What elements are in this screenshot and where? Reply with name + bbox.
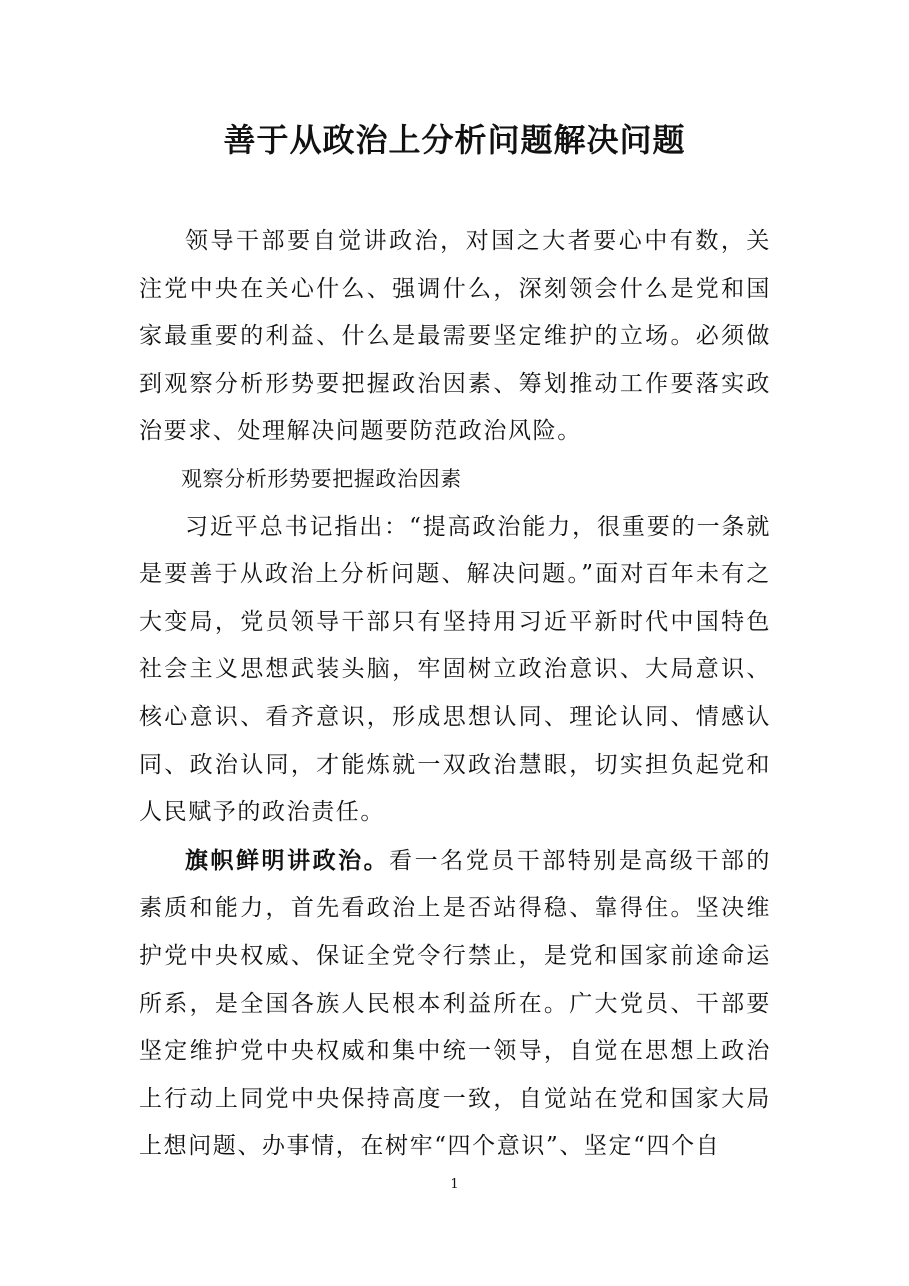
- paragraph-body: 看一名党员干部特别是高级干部的素质和能力，首先看政治上是否站得稳、靠得住。坚决维护党中央权威、保证全党令行禁止，是党和国家前途命运所系，是全国各族人民根本利益所在。广大党员、干部要坚定维护党中央权威和集中统一领导，自觉在思想上政治上行动上同党中央保持高度一致，自觉站在党和国家大局上想问题、办事情，在树牢“四个意识”、坚定“四个自: [139, 847, 772, 1160]
- intro-paragraph: 领导干部要自觉讲政治，对国之大者要心中有数，关注党中央在关心什么、强调什么，深刻领会什么是党和国家最重要的利益、什么是最需要坚定维护的立场。必须做到观察分析形势要把握政治因素、筹划推动工作要落实政治要求、处理解决问题要防范政治风险。: [139, 228, 771, 445]
- body-paragraph: 习近平总书记指出：“提高政治能力，很重要的一条就是要善于从政治上分析问题、解决问题。”面对百年未有之大变局，党员领导干部只有坚持用习近平新时代中国特色社会主义思想武装头脑，牢固树立政治意识、大局意识、核心意识、看齐意识，形成思想认同、理论认同、情感认同、政治认同，才能炼就一双政治慧眼，切实担负起党和人民赋予的政治责任。: [139, 513, 771, 826]
- document-body: [139, 218, 771, 1171]
- paragraph-lead: 旗帜鲜明讲政治。: [185, 846, 390, 874]
- section-heading: 观察分析形势要把握政治因素: [181, 466, 462, 491]
- document-title: 善于从政治上分析问题解决问题: [223, 121, 686, 159]
- body-paragraph-with-lead: [139, 837, 771, 1171]
- page-number: 1: [450, 1177, 459, 1192]
